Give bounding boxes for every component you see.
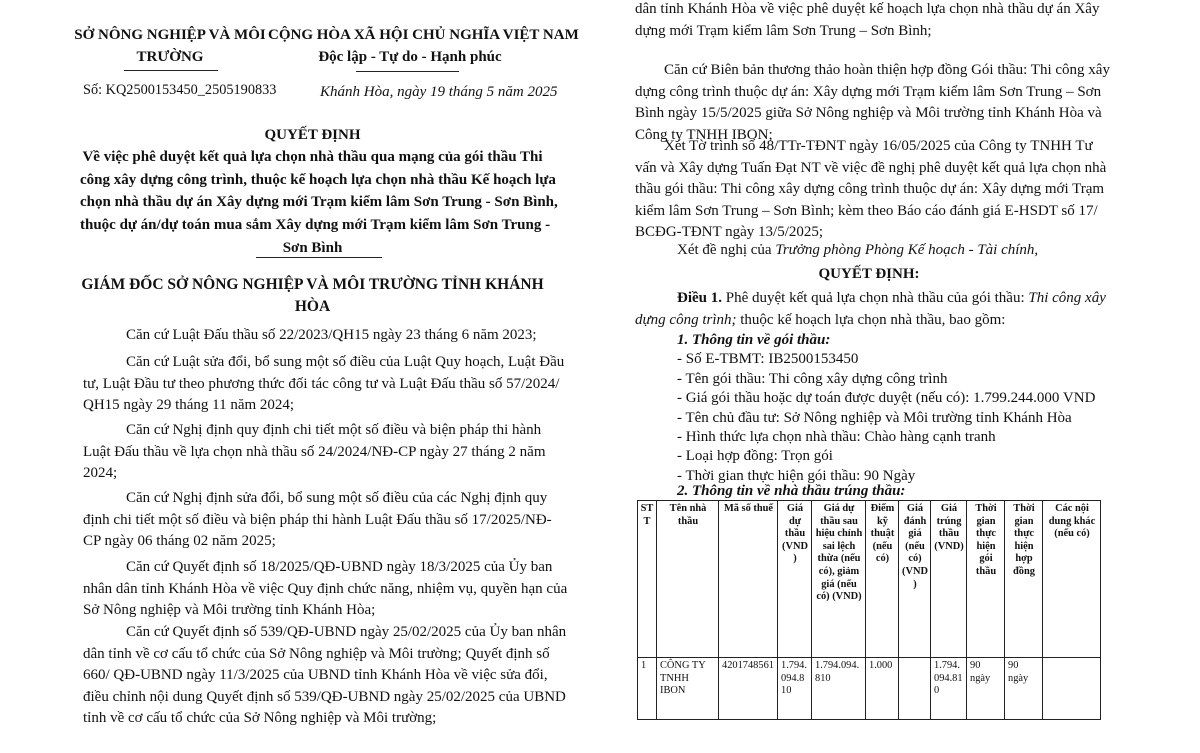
table-row bbox=[638, 658, 1101, 720]
info-item: - Loại hợp đồng: Trọn gói bbox=[677, 448, 833, 465]
paragraph-line: nhân dân tỉnh Khánh Hòa về việc Quy định chức năng, nhiệm vụ, quyền hạn của bbox=[83, 580, 568, 597]
subject-line: công xây dựng công trình, thuộc kế hoạch lựa chọn nhà thầu Kế hoạch lựa bbox=[80, 171, 556, 188]
legal-basis-2 bbox=[83, 352, 565, 417]
decision-subject bbox=[80, 146, 558, 260]
cell-bidder-name: CÔNG TY TNHH IBON bbox=[657, 658, 719, 720]
paragraph-line: thầu gói thầu: Thi công xây dựng công trình thuộc dự án: Xây dựng mới Trạm bbox=[635, 181, 1105, 197]
paragraph-line: Công ty TNHH IBON; bbox=[635, 126, 773, 143]
title-underline bbox=[256, 257, 382, 258]
package-info bbox=[677, 331, 1095, 486]
paragraph-line: tỉnh về cơ cấu tổ chức của Sở Nông nghiệp và Môi trường; bbox=[83, 710, 437, 726]
cell-other-content bbox=[1043, 658, 1101, 720]
col-bid-price: Giá dự thầu (VND) bbox=[778, 501, 812, 658]
paragraph-line: Căn cứ Nghị định sửa đổi, bổ sung một số điều của các Nghị định quy bbox=[126, 490, 548, 506]
info-item: - Thời gian thực hiện gói thầu: 90 Ngày bbox=[677, 467, 916, 484]
basis-submission bbox=[635, 136, 1107, 244]
proposal-line bbox=[677, 239, 1038, 261]
col-adjusted-price: Giá dự thầu sau hiệu chỉnh sai lệch thừa (nếu có), giảm giá (nếu có) (VND) bbox=[812, 501, 866, 658]
agency-line-2: TRƯỜNG bbox=[136, 49, 204, 65]
info-item: - Tên chủ đầu tư: Sở Nông nghiệp và Môi trường tỉnh Khánh Hòa bbox=[677, 409, 1072, 426]
info-item: - Tên gói thầu: Thi công xây dựng công trình bbox=[677, 370, 948, 387]
paragraph-line: dân tỉnh Khánh Hòa về việc phê duyệt kế hoạch lựa chọn nhà thầu dự án Xây bbox=[635, 1, 1100, 17]
legal-basis-1 bbox=[83, 325, 549, 347]
cell-bid-price: 1.794.094.810 bbox=[778, 658, 812, 720]
place-and-date: Khánh Hòa, ngày 19 tháng 5 năm 2025 bbox=[320, 84, 558, 100]
paragraph-line: dân tỉnh về cơ cấu tổ chức của Sở Nông nghiệp và Môi trường; Quyết định số bbox=[83, 645, 550, 662]
col-stt: STT bbox=[638, 501, 657, 658]
section-heading: 1. Thông tin về gói thầu: bbox=[677, 332, 831, 348]
nation-line-1: CỘNG HÒA XÃ HỘI CHỦ NGHĨA VIỆT NAM bbox=[268, 27, 579, 43]
agency-underline bbox=[124, 70, 218, 71]
paragraph-line: Luật Đấu thầu về lựa chọn nhà thầu số 24/2024/NĐ-CP ngày 27 tháng 2 năm bbox=[83, 443, 546, 460]
legal-basis-4 bbox=[83, 488, 552, 553]
col-tech-score: Điểm kỹ thuật (nếu có) bbox=[866, 501, 899, 658]
col-bidder-name: Tên nhà thầu bbox=[657, 501, 719, 658]
paragraph-line: Căn cứ Nghị định quy định chi tiết một số điều và biện pháp thi hành bbox=[126, 422, 542, 438]
paragraph-line: Sở Nông nghiệp và Môi trường tỉnh Khánh Hòa; bbox=[83, 602, 376, 618]
cell-stt: 1 bbox=[638, 658, 657, 720]
paragraph-line: Căn cứ Luật Đấu thầu số 22/2023/QH15 ngày 23 tháng 6 năm 2023; bbox=[126, 327, 537, 343]
authority-line-2: HÒA bbox=[294, 298, 331, 315]
continued-paragraph bbox=[635, 0, 1103, 42]
paragraph-line: BCĐG-TĐNT ngày 13/5/2025; bbox=[635, 224, 824, 240]
nation-line-2: Độc lập - Tự do - Hạnh phúc bbox=[318, 49, 502, 65]
cell-evaluated-price bbox=[899, 658, 931, 720]
table-header-row bbox=[638, 501, 1101, 658]
basis-negotiation-minutes bbox=[635, 60, 1110, 146]
proposal-prefix: Xét đề nghị của bbox=[677, 242, 776, 258]
decision-title: QUYẾT ĐỊNH bbox=[264, 127, 361, 143]
legal-basis-3 bbox=[83, 420, 549, 485]
decision-heading: QUYẾT ĐỊNH: bbox=[818, 266, 920, 282]
paragraph-line: QH15 ngày 29 tháng 11 năm 2024; bbox=[83, 397, 295, 413]
package-name: dựng công trình; bbox=[635, 311, 737, 328]
authority-line-1: GIÁM ĐỐC SỞ NÔNG NGHIỆP VÀ MÔI TRƯỜNG TỈNH KHÁNH bbox=[81, 276, 544, 293]
proposal-proposer: Trưởng phòng Phòng Kế hoạch - Tài chính, bbox=[775, 242, 1039, 258]
issuing-authority bbox=[80, 274, 545, 318]
info-item: - Giá gói thầu hoặc dự toán được duyệt (nếu có): 1.799.244.000 VND bbox=[677, 390, 1096, 407]
article-1 bbox=[635, 288, 1106, 331]
paragraph-line: Căn cứ Biên bản thương thảo hoàn thiện hợp đồng Gói thầu: Thi công xây bbox=[664, 62, 1110, 78]
document-number: Số: KQ2500153450_2505190833 bbox=[83, 82, 277, 98]
article-text: Phê duyệt kết quả lựa chọn nhà thầu của gói thầu: bbox=[722, 290, 1029, 306]
paragraph-line: dựng mới Trạm kiểm lâm Sơn Trung – Sơn Bình; bbox=[635, 22, 932, 39]
motto-underline bbox=[356, 71, 459, 72]
winner-heading: 2. Thông tin về nhà thầu trúng thầu: bbox=[677, 483, 906, 499]
cell-adjusted-price: 1.794.094.810 bbox=[812, 658, 866, 720]
info-item: - Hình thức lựa chọn nhà thầu: Chào hàng cạnh tranh bbox=[677, 429, 996, 446]
paragraph-line: 2024; bbox=[83, 465, 118, 481]
paragraph-line: dựng công trình thuộc dự án: Xây dựng mới Trạm kiểm lâm Sơn Trung – Sơn bbox=[635, 83, 1102, 100]
package-name: Thi công xây bbox=[1028, 290, 1106, 306]
paragraph-line: kiểm lâm Sơn Trung – Sơn Bình; kèm theo Báo cáo đánh giá E-HSDT số 17/ bbox=[635, 202, 1098, 219]
agency-line-1: SỞ NÔNG NGHIỆP VÀ MÔI bbox=[74, 27, 266, 43]
subject-line: Sơn Bình bbox=[282, 239, 343, 256]
national-motto bbox=[268, 24, 579, 68]
paragraph-line: Căn cứ Quyết định số 18/2025/QĐ-UBND ngày 18/3/2025 của Ủy ban bbox=[126, 559, 553, 575]
cell-tax-code: 4201748561 bbox=[719, 658, 778, 720]
col-tax-code: Mã số thuế bbox=[719, 501, 778, 658]
paragraph-line: Xét Tờ trình số 48/TTr-TĐNT ngày 16/05/2025 của Công ty TNHH Tư bbox=[664, 138, 1093, 154]
paragraph-line: 660/ QĐ-UBND ngày 11/3/2025 của UBND tỉnh Khánh Hòa về việc sửa đổi, bbox=[83, 667, 548, 683]
issuing-agency bbox=[70, 24, 270, 68]
col-package-duration: Thời gian thực hiện gói thầu bbox=[967, 501, 1005, 658]
article-text: thuộc kế hoạch lựa chọn nhà thầu, bao gồm: bbox=[736, 311, 1006, 328]
col-winning-price: Giá trúng thầu (VND) bbox=[931, 501, 967, 658]
cell-contract-duration: 90 ngày bbox=[1005, 658, 1043, 720]
paragraph-line: Căn cứ Luật sửa đổi, bổ sung một số điều của Luật Quy hoạch, Luật Đầu bbox=[126, 354, 565, 370]
subject-line: Về việc phê duyệt kết quả lựa chọn nhà thầu qua mạng của gói thầu Thi bbox=[82, 149, 543, 165]
paragraph-line: vấn và Xây dựng Tuấn Đạt NT về việc đề nghị phê duyệt kết quả lựa chọn nhà bbox=[635, 159, 1107, 176]
info-item: - Số E-TBMT: IB2500153450 bbox=[677, 351, 859, 368]
col-contract-duration: Thời gian thực hiện hợp đồng bbox=[1005, 501, 1043, 658]
article-1-line-2 bbox=[635, 310, 1103, 332]
winner-table bbox=[637, 500, 1101, 720]
article-label: Điều 1. bbox=[677, 290, 722, 306]
col-other-content: Các nội dung khác (nếu có) bbox=[1043, 501, 1101, 658]
col-evaluated-price: Giá đánh giá (nếu có) (VND) bbox=[899, 501, 931, 658]
paragraph-line: tư, Luật Đầu tư theo phương thức đối tác công tư và Luật Đấu thầu số 57/2024/ bbox=[83, 375, 560, 392]
cell-package-duration: 90 ngày bbox=[967, 658, 1005, 720]
cell-tech-score: 1.000 bbox=[866, 658, 899, 720]
paragraph-line: CP ngày 06 tháng 02 năm 2025; bbox=[83, 533, 276, 549]
paragraph-line: Căn cứ Quyết định số 539/QĐ-UBND ngày 25/02/2025 của Ủy ban nhân bbox=[126, 624, 567, 640]
paragraph-line: điều chỉnh nội dung Quyết định số 539/QĐ-UBND ngày 25/02/2025 của UBND bbox=[83, 688, 566, 705]
paragraph-line: định chi tiết một số điều và biện pháp thi hành Luật Đấu thầu số 17/2025/NĐ- bbox=[83, 511, 552, 528]
paragraph-line: Bình ngày 15/5/2025 giữa Sở Nông nghiệp và Môi trường tỉnh Khánh Hòa và bbox=[635, 105, 1102, 121]
subject-line: thuộc dự án/dự toán mua sắm Xây dựng mới Trạm kiểm lâm Sơn Trung - bbox=[80, 217, 551, 234]
subject-line: chọn nhà thầu dự án Xây dựng mới Trạm kiểm lâm Sơn Trung - Sơn Bình, bbox=[80, 194, 558, 211]
legal-basis-6 bbox=[83, 622, 567, 730]
article-1-line-1 bbox=[635, 288, 1106, 310]
cell-winning-price: 1.794.094.810 bbox=[931, 658, 967, 720]
legal-basis-5 bbox=[83, 557, 568, 622]
